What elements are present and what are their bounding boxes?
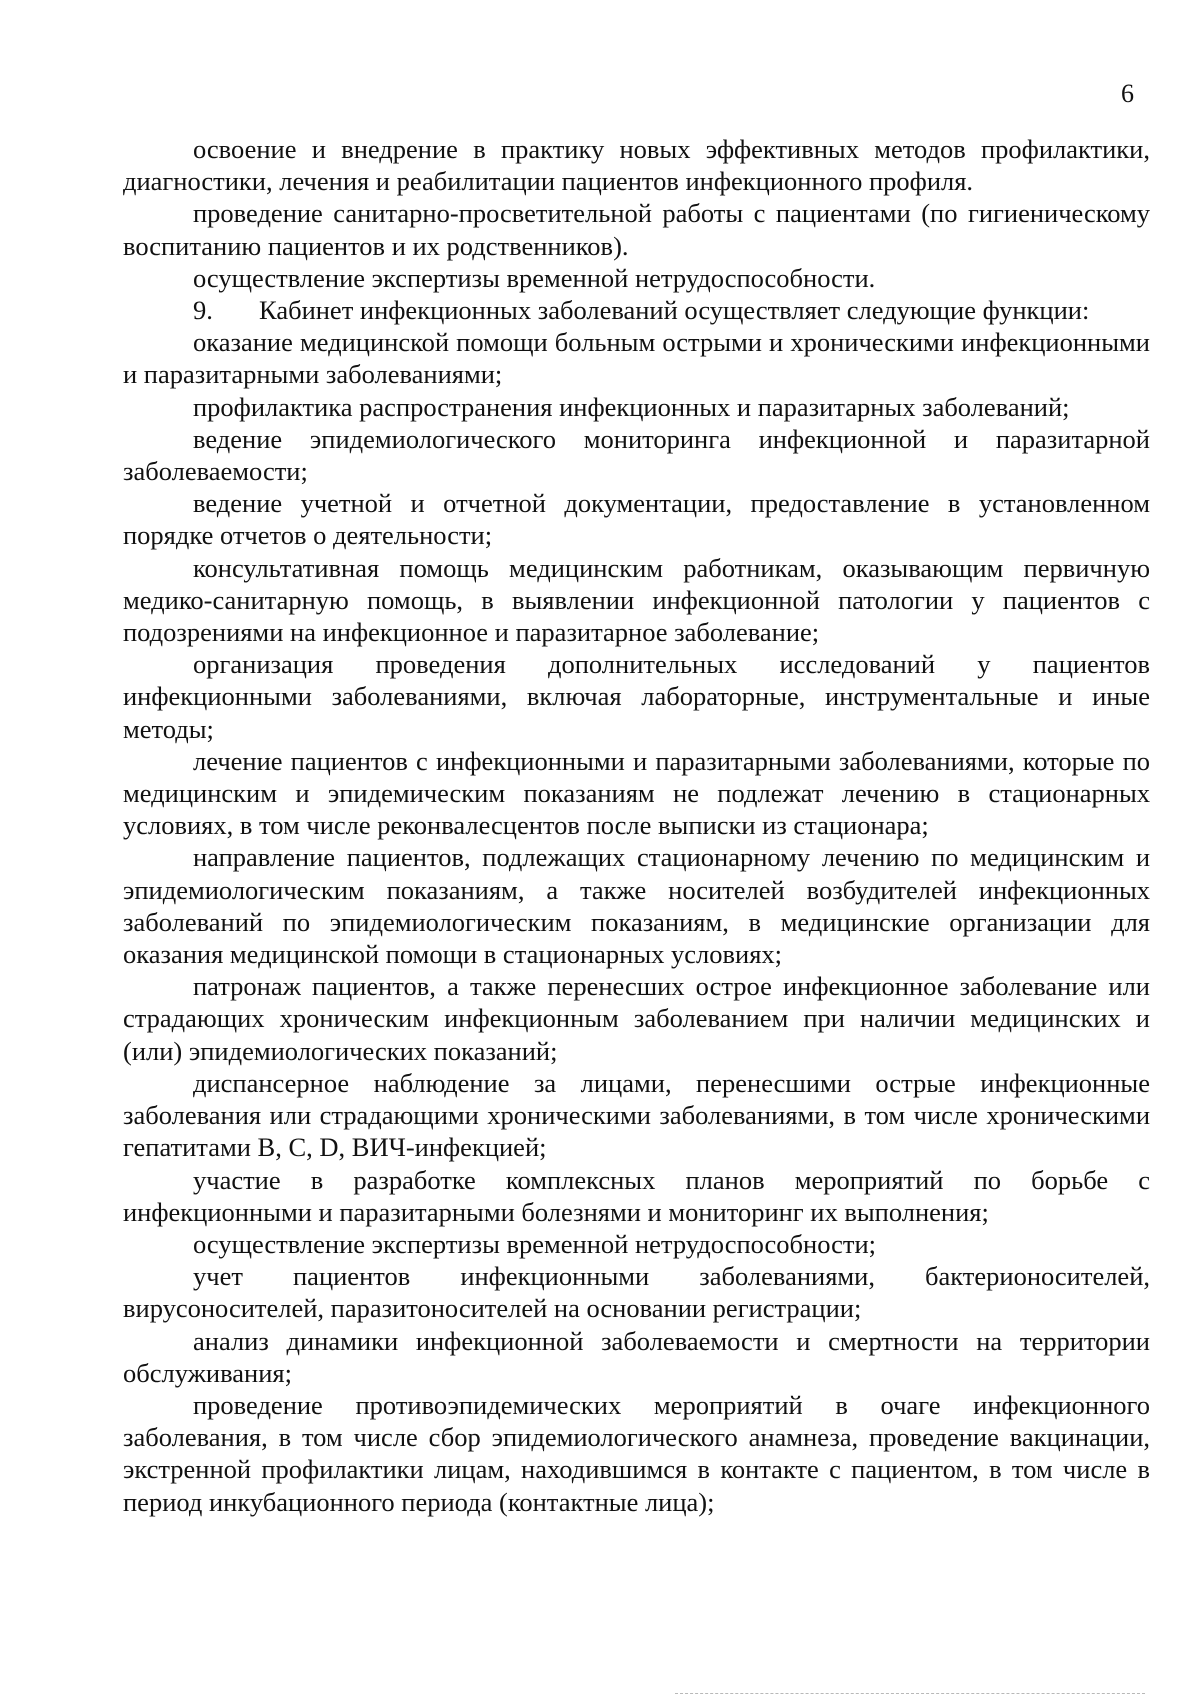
- paragraph: оказание медицинской помощи больным острыми и хроническими инфекционными и паразитарными заболеваниями;: [123, 327, 1150, 390]
- document-body: [123, 133, 1150, 1518]
- section-item-number: 9.: [193, 295, 213, 326]
- paragraph: анализ динамики инфекционной заболеваемости и смертности на территории обслуживания;: [123, 1325, 1150, 1388]
- paragraph: профилактика распространения инфекционных и паразитарных заболеваний;: [193, 391, 1070, 422]
- paragraph: участие в разработке комплексных планов мероприятий по борьбе с инфекционными и паразитарными болезнями и мониторинг их выполнения;: [123, 1164, 1150, 1227]
- section-item-text: Кабинет инфекционных заболеваний осуществляет следующие функции:: [259, 295, 1090, 326]
- paragraph: учет пациентов инфекционными заболеваниями, бактерионосителей, вирусоносителей, паразитоносителей на основании регистрации;: [123, 1261, 1150, 1324]
- paragraph: освоение и внедрение в практику новых эффективных методов профилактики, диагностики, лечения и реабилитации пациентов инфекционного профиля.: [123, 134, 1150, 197]
- paragraph: проведение санитарно-просветительной работы с пациентами (по гигиеническому воспитанию пациентов и их родственников).: [123, 198, 1150, 261]
- paragraph: проведение противоэпидемических мероприятий в очаге инфекционного заболевания, в том числе сбор эпидемиологического анамнеза, проведение вакцинации, экстренной профилактики лицам, находившимся в контакте с пациентом, в том числе в период инкубационного периода (контактные лица);: [123, 1389, 1150, 1517]
- paragraph: направление пациентов, подлежащих стационарному лечению по медицинским и эпидемиологическим показаниям, а также носителей возбудителей инфекционных заболеваний по эпидемиологическим показаниям, в медицинские организации для оказания медицинской помощи в стационарных условиях;: [123, 842, 1150, 970]
- scan-artifact-line: [675, 1693, 1145, 1694]
- paragraph: ведение эпидемиологического мониторинга инфекционной и паразитарной заболеваемости;: [123, 423, 1150, 487]
- paragraph: диспансерное наблюдение за лицами, перенесшими острые инфекционные заболевания или страдающими хроническими заболеваниями, в том числе хроническими гепатитами B, C, D, ВИЧ-инфекцией;: [123, 1067, 1150, 1163]
- paragraph: патронаж пациентов, а также перенесших острое инфекционное заболевание или страдающих хроническим инфекционным заболеванием при наличии медицинских и (или) эпидемиологических показаний;: [123, 971, 1150, 1066]
- paragraph: осуществление экспертизы временной нетрудоспособности.: [193, 262, 876, 293]
- paragraph: осуществление экспертизы временной нетрудоспособности;: [193, 1228, 877, 1259]
- paragraph: консультативная помощь медицинским работникам, оказывающим первичную медико-санитарную помощь, в выявлении инфекционной патологии у пациентов с подозрениями на инфекционное и паразитарное заболевание;: [123, 552, 1150, 648]
- page-number: 6: [1121, 79, 1134, 108]
- section-item-heading: [123, 294, 1150, 326]
- paragraph: лечение пациентов с инфекционными и паразитарными заболеваниями, которые по медицинским и эпидемическим показаниям не подлежат лечению в стационарных условиях, в том числе реконвалесцентов после выписки из стационара;: [123, 745, 1150, 841]
- paragraph: ведение учетной и отчетной документации, предоставление в установленном порядке отчетов о деятельности;: [123, 488, 1150, 551]
- paragraph: организация проведения дополнительных исследований у пациентов инфекционными заболеваниями, включая лабораторные, инструментальные и иные методы;: [123, 649, 1150, 744]
